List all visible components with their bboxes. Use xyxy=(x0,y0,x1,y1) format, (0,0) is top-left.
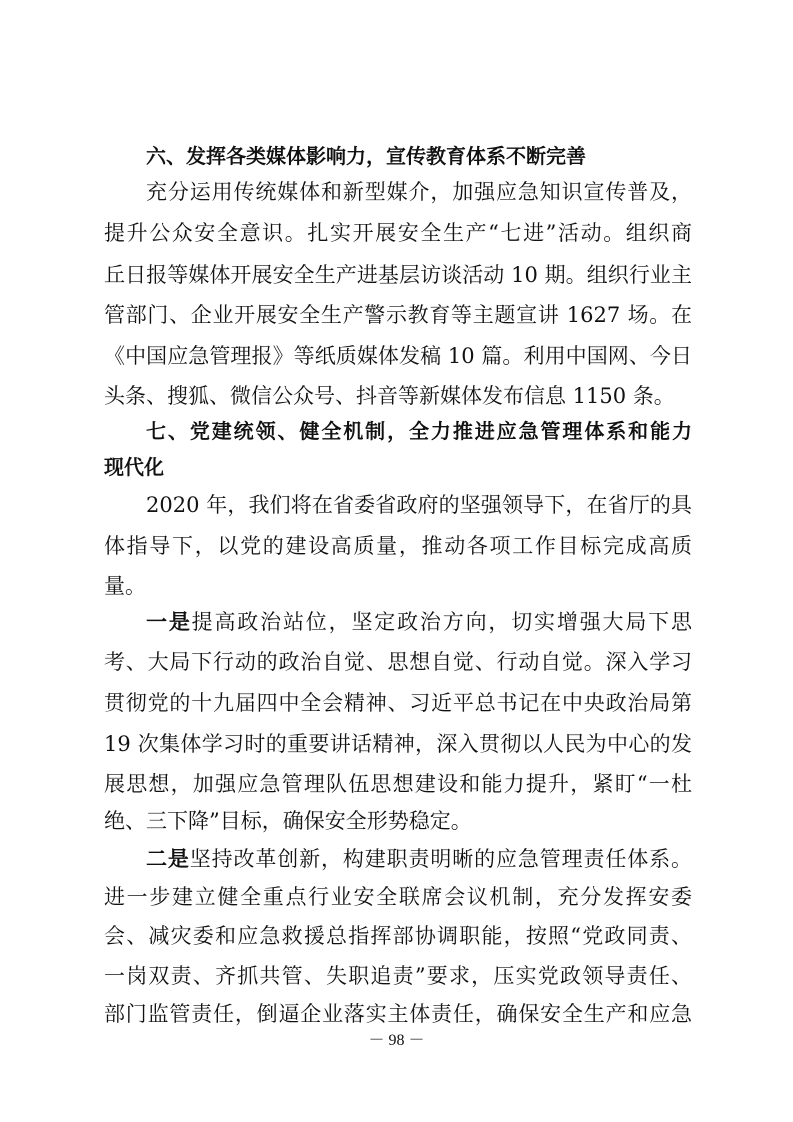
point-1-text: 提高政治站位，坚定政治方向，切实增强大局下思 xyxy=(191,610,693,634)
point-1-line: 贯彻党的十九届四中全会精神、习近平总书记在中央政治局第 xyxy=(104,691,692,715)
point-2-line: 一岗双责、齐抓共管、失职追责”要求，压实党政领导责任、 xyxy=(104,964,692,988)
point-2-lead: 二是 xyxy=(146,847,190,871)
point-1-lead: 一是 xyxy=(146,610,192,634)
point-1-line: 绝、三下降”目标，确保安全形势稳定。 xyxy=(104,809,472,833)
point-2-line: 会、减灾委和应急救援总指挥部协调职能，按照“党政同责、 xyxy=(104,924,692,948)
point-2-line: 进一步建立健全重点行业安全联席会议机制，充分发挥安委 xyxy=(104,885,692,909)
point-1-first-line xyxy=(146,605,692,639)
section-7-heading: 七、党建统领、健全机制，全力推进应急管理体系和能力 xyxy=(146,419,692,443)
section-6-paragraph-line: 管部门、企业开展安全生产警示教育等主题宣讲 1627 场。在 xyxy=(104,303,692,327)
point-1-line: 考、大局下行动的政治自觉、思想自觉、行动自觉。深入学习 xyxy=(104,650,692,674)
section-7-intro-line: 量。 xyxy=(104,574,146,598)
section-6-paragraph-line: 《中国应急管理报》等纸质媒体发稿 10 篇。利用中国网、今日 xyxy=(104,344,692,368)
point-1-line: 19 次集体学习时的重要讲话精神，深入贯彻以人民为中心的发 xyxy=(104,732,692,756)
section-7-heading-continued: 现代化 xyxy=(104,455,164,479)
section-6-heading: 六、发挥各类媒体影响力，宣传教育体系不断完善 xyxy=(146,144,586,168)
page-number: － 98 － xyxy=(368,1032,425,1049)
section-6-paragraph-line: 充分运用传统媒体和新型媒介，加强应急知识宣传普及， xyxy=(146,180,692,204)
section-6-paragraph-line: 提升公众安全意识。扎实开展安全生产“七进”活动。组织商 xyxy=(104,221,692,245)
section-7-intro-line: 2020 年，我们将在省委省政府的坚强领导下，在省厅的具 xyxy=(146,493,692,517)
section-6-paragraph-line: 丘日报等媒体开展安全生产进基层访谈活动 10 期。组织行业主 xyxy=(104,263,692,287)
section-7-intro-line: 体指导下，以党的建设高质量，推动各项工作目标完成高质 xyxy=(104,534,692,558)
point-2-line: 部门监管责任，倒逼企业落实主体责任，确保安全生产和应急 xyxy=(104,1002,692,1026)
point-2-text: 坚持改革创新，构建职责明晰的应急管理责任体系。 xyxy=(189,847,692,871)
section-6-paragraph-line: 头条、搜狐、微信公众号、抖音等新媒体发布信息 1150 条。 xyxy=(104,384,675,408)
point-1-line: 展思想，加强应急管理队伍思想建设和能力提升，紧盯“一杜 xyxy=(104,772,692,796)
point-2-first-line xyxy=(146,842,692,876)
